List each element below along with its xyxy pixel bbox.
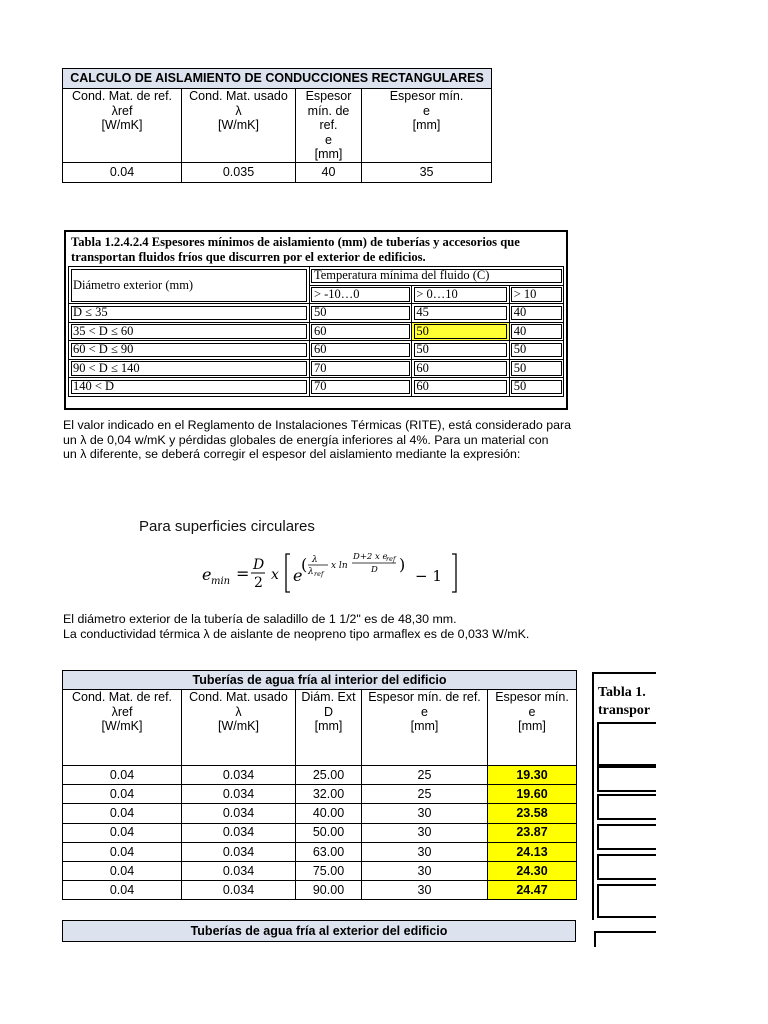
formula-emin: e <box>202 565 212 584</box>
interior-table-title: Tuberías de agua fría al interior del edificio <box>63 671 577 690</box>
table-cell: 75.00 <box>296 861 362 880</box>
header-cond-usado: Cond. Mat. usado λ [W/mK] <box>182 89 296 163</box>
tuberia-info-paragraph: El diámetro exterior de la tubería de saladillo de 1 1/2" es de 48,30 mm. La conductividad térmica λ de aislante de neopreno tipo armaflex es de 0,033 W/mK. <box>63 612 530 641</box>
table-row <box>63 881 577 900</box>
table-cell: 25 <box>362 785 488 804</box>
formula-label: Para superficies circulares <box>139 518 315 535</box>
header-espesor-ref: Espesor mín. de ref. e [mm] <box>362 690 488 766</box>
rite-row: 140 < D 70 60 50 <box>69 378 564 397</box>
rite-highlighted-cell: 50 <box>412 322 509 341</box>
svg-text:x: x <box>271 567 279 583</box>
result-cell: 24.30 <box>488 861 577 880</box>
result-cell: 24.47 <box>488 881 577 900</box>
result-cell: 23.58 <box>488 804 577 823</box>
table-row <box>63 861 577 880</box>
rite-temp-col: > -10…0 <box>309 285 411 304</box>
aislamiento-table <box>62 68 492 183</box>
table-cell: 0.04 <box>63 804 182 823</box>
result-cell: 19.30 <box>488 766 577 785</box>
svg-text:=: = <box>236 564 250 583</box>
table-cell: 90.00 <box>296 881 362 900</box>
svg-text:min: min <box>211 576 231 587</box>
rite-row: D ≤ 35 50 45 40 <box>69 304 564 323</box>
svg-text:e: e <box>293 566 303 585</box>
rite-table-image <box>64 230 568 410</box>
svg-text:λ: λ <box>312 555 318 565</box>
header-diam-ext: Diám. Ext D [mm] <box>296 690 362 766</box>
clipped-table-fragment <box>592 672 656 920</box>
table-cell: 30 <box>362 842 488 861</box>
table-cell: 30 <box>362 804 488 823</box>
table-cell: 0.04 <box>63 785 182 804</box>
result-cell: 24.13 <box>488 842 577 861</box>
rite-row: 35 < D ≤ 60 60 50 40 <box>69 322 564 341</box>
header-espesor-ref: Espesor mín. de ref. e [mm] <box>296 89 362 163</box>
table-cell: 0.034 <box>182 823 296 842</box>
value-espesor-min: 35 <box>362 163 492 183</box>
clipped-table-fragment-2 <box>594 931 656 947</box>
svg-text:D: D <box>371 565 378 575</box>
svg-text:D: D <box>253 557 265 573</box>
rite-table-title: Tabla 1.2.4.2.4 Espesores mínimos de aislamiento (mm) de tuberías y accesorios que transportan fluidos fríos que discurren por el exterior de edificios. <box>71 235 520 264</box>
exterior-table-title: Tuberías de agua fría al exterior del edificio <box>63 921 576 942</box>
aislamiento-table-title: CALCULO DE AISLAMIENTO DE CONDUCCIONES RECTANGULARES <box>63 69 492 89</box>
value-espesor-ref: 40 <box>296 163 362 183</box>
table-row <box>63 823 577 842</box>
rite-temp-col: > 10 <box>509 285 563 304</box>
table-row <box>63 804 577 823</box>
table-cell: 25 <box>362 766 488 785</box>
table-cell: 30 <box>362 823 488 842</box>
table-cell: 32.00 <box>296 785 362 804</box>
table-row <box>63 842 577 861</box>
svg-text:(: ( <box>301 555 308 574</box>
table-row <box>63 785 577 804</box>
svg-text:ref: ref <box>386 555 396 563</box>
svg-text:2: 2 <box>254 575 263 591</box>
table-cell: 0.034 <box>182 842 296 861</box>
rite-row: 60 < D ≤ 90 60 50 50 <box>69 341 564 360</box>
header-cond-ref: Cond. Mat. de ref. λref [W/mK] <box>63 89 182 163</box>
table-cell: 0.034 <box>182 766 296 785</box>
table-cell: 0.04 <box>63 766 182 785</box>
exterior-table <box>62 920 576 942</box>
table-cell: 30 <box>362 881 488 900</box>
table-cell: 50.00 <box>296 823 362 842</box>
svg-text:ref: ref <box>314 570 324 578</box>
table-cell: 0.034 <box>182 861 296 880</box>
table-cell: 0.034 <box>182 881 296 900</box>
svg-text:x ln: x ln <box>331 561 348 571</box>
result-cell: 19.60 <box>488 785 577 804</box>
svg-text:λ: λ <box>308 567 314 577</box>
rite-temp-header: Temperatura mínima del fluido (C) <box>309 267 563 286</box>
rite-table <box>68 266 564 397</box>
header-espesor-min: Espesor mín. e [mm] <box>362 89 492 163</box>
fragment-title: Tabla 1. transpor <box>598 685 651 718</box>
table-cell: 0.04 <box>63 842 182 861</box>
header-espesor-min: Espesor mín. e [mm] <box>488 690 577 766</box>
table-cell: 30 <box>362 861 488 880</box>
rite-explanation-paragraph: El valor indicado en el Reglamento de Instalaciones Térmicas (RITE), está considerado para un λ de 0,04 w/mK y pérdidas globales de energía inferiores al 4%. Para un material con un λ diferente, se deberá corregir el espesor del aislamiento mediante la expresión: <box>63 418 572 462</box>
value-cond-ref: 0.04 <box>63 163 182 183</box>
header-cond-ref: Cond. Mat. de ref. λref [W/mK] <box>63 690 182 766</box>
rite-row: 90 < D ≤ 140 70 60 50 <box>69 359 564 378</box>
table-cell: 0.034 <box>182 804 296 823</box>
table-cell: 40.00 <box>296 804 362 823</box>
table-cell: 0.04 <box>63 861 182 880</box>
table-cell: 63.00 <box>296 842 362 861</box>
table-cell: 25.00 <box>296 766 362 785</box>
emin-formula <box>200 548 470 596</box>
table-cell: 0.04 <box>63 881 182 900</box>
interior-table <box>62 670 577 900</box>
table-row <box>63 766 577 785</box>
table-cell: 0.034 <box>182 785 296 804</box>
svg-text:): ) <box>399 555 406 574</box>
rite-diam-header: Diámetro exterior (mm) <box>69 267 310 304</box>
rite-temp-col: > 0…10 <box>412 285 509 304</box>
table-cell: 0.04 <box>63 823 182 842</box>
svg-text:D+2 x e: D+2 x e <box>353 552 388 562</box>
svg-text:− 1: − 1 <box>415 567 442 585</box>
result-cell: 23.87 <box>488 823 577 842</box>
value-cond-usado: 0.035 <box>182 163 296 183</box>
header-cond-usado: Cond. Mat. usado λ [W/mK] <box>182 690 296 766</box>
